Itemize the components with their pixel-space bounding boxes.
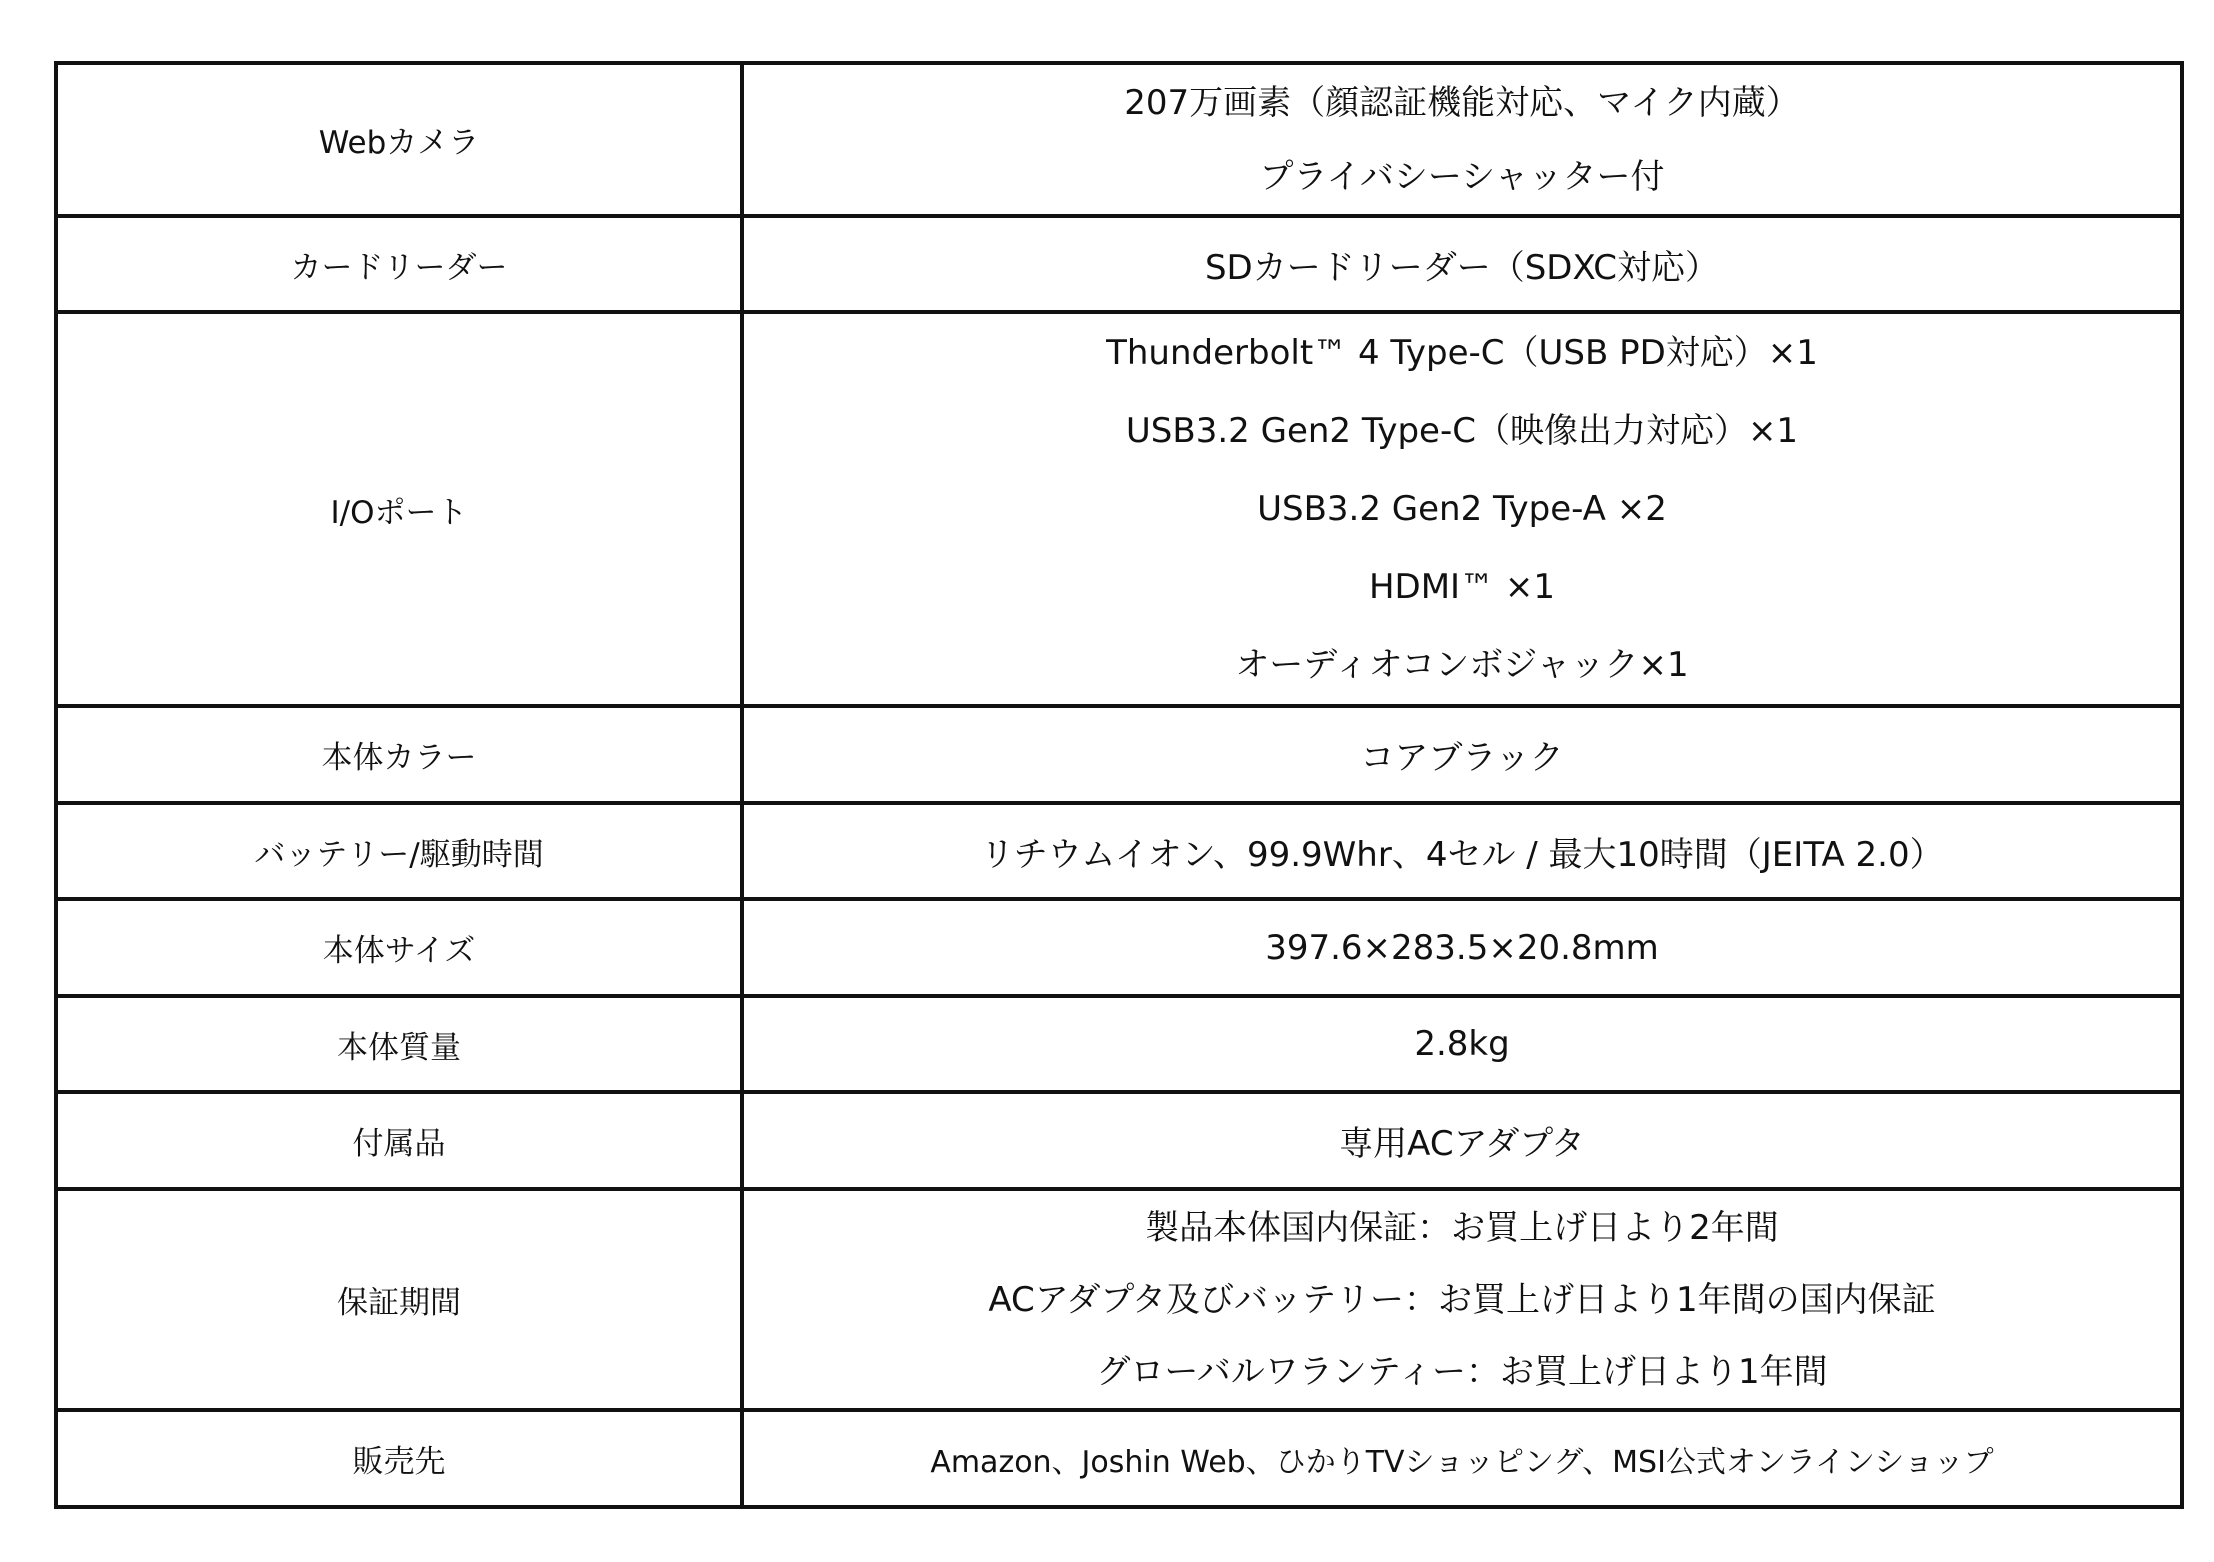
row-label: カードリーダー <box>56 216 742 312</box>
value-line: 製品本体国内保証：お買上げ日より2年間 <box>1145 1207 1779 1248</box>
row-label: I/Oポート <box>56 312 742 706</box>
row-label: Webカメラ <box>56 63 742 216</box>
row-value <box>742 312 2182 706</box>
row-value <box>742 1092 2182 1189</box>
value-line: SDカードリーダー（SDXC対応） <box>1204 247 1720 288</box>
value-line: リチウムイオン、99.9Whr、4セル / 最大10時間（JEITA 2.0） <box>980 834 1944 875</box>
table-row-io-ports <box>56 312 2182 706</box>
row-value <box>742 996 2182 1092</box>
table-row-battery <box>56 803 2182 899</box>
row-value <box>742 899 2182 996</box>
row-value <box>742 1189 2182 1410</box>
row-value <box>742 1410 2182 1507</box>
table-row-warranty <box>56 1189 2182 1410</box>
value-line: ACアダプタ及びバッテリー：お買上げ日より1年間の国内保証 <box>988 1279 1936 1320</box>
spec-table <box>54 61 2184 1509</box>
row-label: 本体質量 <box>56 996 742 1092</box>
table-row-color <box>56 706 2182 803</box>
table-row-card-reader <box>56 216 2182 312</box>
row-value <box>742 706 2182 803</box>
value-line: 専用ACアダプタ <box>1339 1124 1585 1164</box>
row-value <box>742 216 2182 312</box>
row-label: バッテリー/駆動時間 <box>56 803 742 899</box>
row-label: 保証期間 <box>56 1189 742 1410</box>
row-label: 付属品 <box>56 1092 742 1189</box>
value-line: Thunderbolt™ 4 Type-C（USB PD対応）×1 <box>1106 333 1818 373</box>
table-row-weight <box>56 996 2182 1092</box>
row-label: 本体サイズ <box>56 899 742 996</box>
table-row-retailers <box>56 1410 2182 1507</box>
value-line: プライバシーシャッター付 <box>1259 156 1665 197</box>
value-line: コアブラック <box>1360 738 1564 778</box>
value-line: USB3.2 Gen2 Type-A ×2 <box>1257 489 1667 529</box>
row-label: 販売先 <box>56 1410 742 1507</box>
value-line: 2.8kg <box>1414 1024 1510 1064</box>
value-line: HDMI™ ×1 <box>1368 567 1556 607</box>
value-line: オーディオコンボジャック×1 <box>1235 645 1689 685</box>
row-value <box>742 63 2182 216</box>
row-value <box>742 803 2182 899</box>
value-line: グローバルワランティー：お買上げ日より1年間 <box>1096 1351 1828 1392</box>
row-label: 本体カラー <box>56 706 742 803</box>
value-line: 397.6×283.5×20.8mm <box>1265 927 1659 968</box>
value-line: Amazon、Joshin Web、ひかりTVショッピング、MSI公式オンラインショップ <box>930 1444 1994 1480</box>
value-line: USB3.2 Gen2 Type-C（映像出力対応）×1 <box>1125 411 1799 451</box>
value-line: 207万画素（顔認証機能対応、マイク内蔵） <box>1124 82 1800 123</box>
table-row-accessories <box>56 1092 2182 1189</box>
table-row-webcam <box>56 63 2182 216</box>
table-row-size <box>56 899 2182 996</box>
